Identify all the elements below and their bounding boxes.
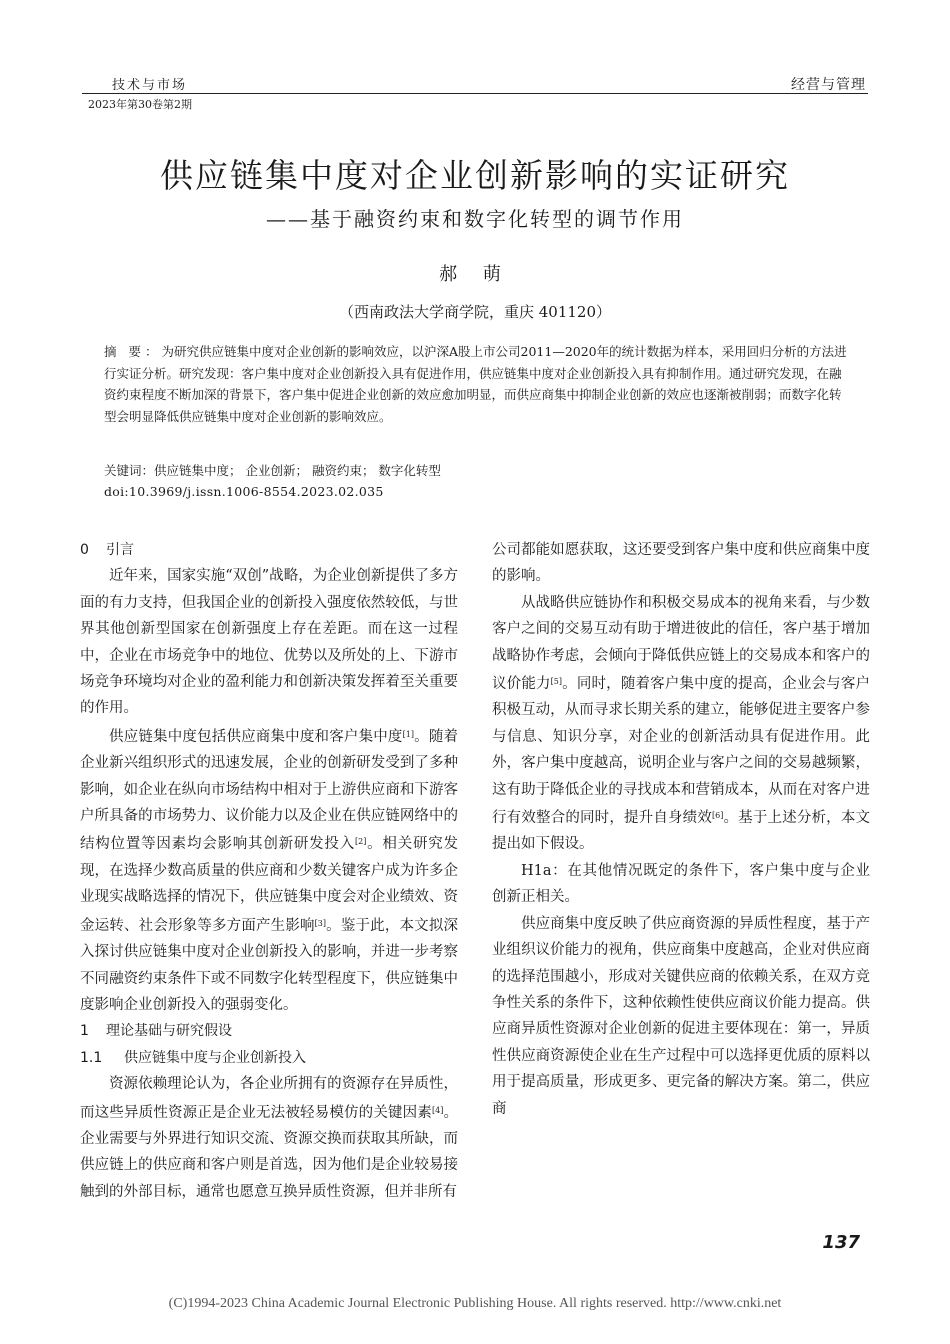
citation[interactable]: [5] — [550, 677, 563, 687]
paragraph: 公司都能如愿获取，这还要受到客户集中度和供应商集中度的影响。 — [492, 542, 870, 585]
keywords-text: 供应链集中度； 企业创新； 融资约束； 数字化转型 — [154, 463, 441, 478]
right-column — [492, 537, 870, 1122]
journal-name: 技术与市场 — [112, 78, 188, 93]
subsection-title: 供应链集中度与企业创新投入 — [124, 1049, 306, 1066]
abstract-label: 摘 要： — [104, 344, 162, 359]
citation[interactable]: [6] — [712, 811, 724, 821]
copyright-footer: (C)1994-2023 China Academic Journal Electronic Publishing House. All rights reserved. http://www.cnki.net — [168, 1296, 782, 1311]
abstract — [104, 341, 850, 427]
article-title: 供应链集中度对企业创新影响的实证研究 — [160, 156, 790, 195]
doi: doi:10.3969/j.issn.1006-8554.2023.02.035 — [104, 484, 384, 499]
section-name: 经营与管理 — [791, 77, 866, 93]
citation[interactable]: [2] — [355, 837, 367, 847]
citation[interactable]: [4] — [432, 1105, 444, 1115]
citation[interactable]: [3] — [314, 918, 327, 928]
author-name: 郝 萌 — [439, 264, 511, 285]
paragraph: 供应商集中度反映了供应商资源的异质性程度，基于产业组织议价能力的视角，供应商集中度越高，企业对供应商的选择范围越小，形成对关键供应商的依赖关系，在双方竞争性关系的条件下，这种依赖性使供应商议价能力提高。供应商异质性资源对企业创新的促进主要体现在：第一，异质性供应商资源使企业在生产过程中可以选择更优质的原料以用于提高质量，形成更多、更完备的解决方案。第二，供应商 — [492, 915, 870, 1117]
author-affiliation: （西南政法大学商学院，重庆 401120） — [338, 303, 612, 321]
left-column — [80, 537, 458, 1205]
paragraph: H1a：在其他情况既定的条件下，客户集中度与企业创新正相关。 — [492, 862, 870, 906]
article-subtitle: ——基于融资约束和数字化转型的调节作用 — [266, 207, 684, 231]
keywords — [104, 461, 441, 479]
subsection-number: 1.1 — [80, 1049, 103, 1066]
section-title: 理论基础与研究假设 — [106, 1023, 232, 1040]
section-heading-theory — [80, 1018, 458, 1044]
section-number: 0 — [80, 542, 89, 558]
issue-info: 2023年第30卷第2期 — [88, 98, 192, 111]
paragraph: 资源依赖理论认为，各企业所拥有的资源存在异质性，而这些异质性资源正是企业无法被轻易模仿的关键因素[4]。企业需要与外界进行知识交流、资源交换而获取其所缺，而供应链上的供应商和客户则是首选，因为他们是企业较易接触到的外部目标，通常也愿意互换异质性资源，但并非所有 — [80, 1076, 459, 1200]
paragraph: 从战略供应链协作和积极交易成本的视角来看，与少数客户之间的交易互动有助于增进彼此的信任，客户基于增加战略协作考虑，会倾向于降低供应链上的交易成本和客户的议价能力[5]。同时，随着客户集中度的提高，企业会与客户积极互动，从而寻求长期关系的建立，能够促进主要客户参与信息、知识分享，对企业的创新活动具有促进作用。此外，客户集中度越高，说明企业与客户之间的交易越频繁，这有助于降低企业的寻找成本和营销成本，从而在对客户进行有效整合的同时，提升自身绩效[6]。基于上述分析，本文提出如下假设。 — [492, 594, 871, 853]
paragraph: 近年来，国家实施“双创”战略，为企业创新提供了多方面的有力支持，但我国企业的创新投入强度依然较低，与世界其他创新型国家在创新强度上存在差距。而在这一过程中，企业在市场竞争中的地位、优势以及所处的上、下游市场竞争环境均对企业的盈利能力和创新决策发挥着至关重要的作用。 — [80, 568, 458, 717]
paragraph: 供应链集中度包括供应商集中度和客户集中度[1]。随着企业新兴组织形式的迅速发展，企业的创新研发受到了多种影响，如企业在纵向市场结构中相对于上游供应商和下游客户所具备的市场势力、议价能力以及企业在供应链网络中的结构位置等因素均会影响其创新研发投入[2]。相关研究发现，在选择少数高质量的供应商和少数关键客户成为许多企业现实战略选择的情况下，供应链集中度会对企业绩效、资金运转、社会形象等多方面产生影响[3]。鉴于此，本文拟深入探讨供应链集中度对企业创新投入的影响，并进一步考察不同融资约束条件下或不同数字化转型程度下，供应链集中度影响企业创新投入的强弱变化。 — [80, 728, 459, 1013]
section-title: 引言 — [106, 542, 134, 558]
section-number: 1 — [80, 1023, 89, 1040]
header-rule — [82, 93, 868, 94]
citation[interactable]: [1] — [402, 729, 414, 739]
page-number: 137 — [822, 1232, 860, 1253]
subsection-heading — [80, 1045, 458, 1071]
abstract-text: 为研究供应链集中度对企业创新的影响效应，以沪深A股上市公司2011—2020年的统计数据为样本，采用回归分析的方法进行实证分析。研究发现：客户集中度对企业创新投入具有促进作用，供应链集中度对企业创新投入具有抑制作用。通过研究发现，在融资约束程度不断加深的背景下，客户集中促进企业创新的效应愈加明显，而供应商集中抑制企业创新的效应也逐渐被削弱；而数字化转型会明显降低供应链集中度对企业创新的影响效应。 — [104, 344, 847, 424]
keywords-label: 关键词： — [104, 463, 155, 478]
section-heading-intro — [80, 537, 458, 563]
